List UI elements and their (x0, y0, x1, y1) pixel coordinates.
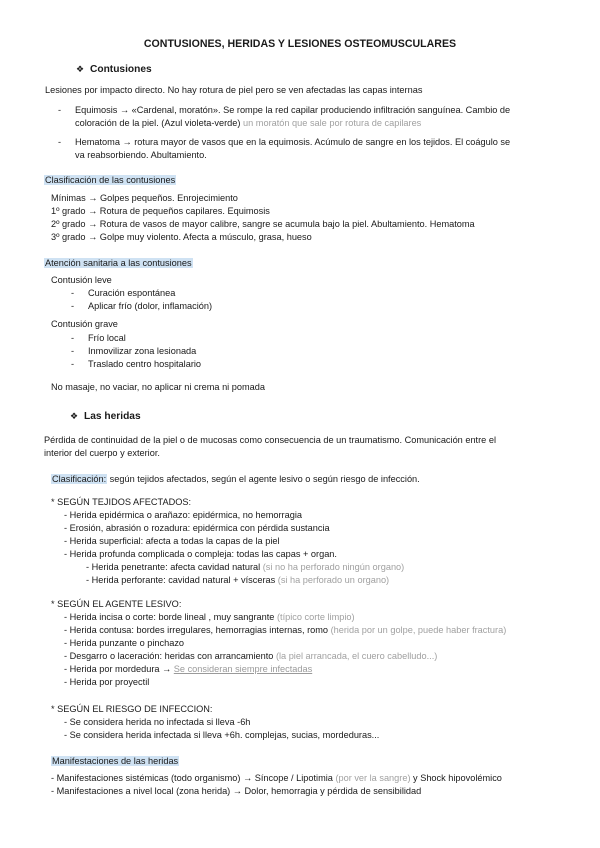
clasificacion-contusiones-heading: Clasificación de las contusiones (45, 175, 176, 185)
heridas-intro-line-2: interior del cuerpo y exterior. (44, 448, 160, 458)
manifestaciones-sistemicas: - Manifestaciones sistémicas (todo organismo) → Síncope / Lipotimia (por ver la sangre) y Shock hipovolémico (51, 773, 502, 783)
riesgo-item: - Se considera herida infectada si lleva +6h. complejas, sucias, mordeduras... (64, 730, 380, 740)
tejidos-item: - Erosión, abrasión o rozadura: epidérmica con pérdida sustancia (64, 523, 330, 533)
grave-item: Inmovilizar zona lesionada (88, 346, 197, 356)
dash-bullet: - (58, 105, 62, 115)
equimosis-note: un moratón que sale por rotura de capilares (243, 118, 422, 128)
diamond-bullet-icon: ❖ (76, 64, 85, 74)
document-title: CONTUSIONES, HERIDAS Y LESIONES OSTEOMUSCULARES (143, 38, 457, 50)
agente-item-mordedura: - Herida por mordedura → Se consideran siempre infectadas (64, 664, 313, 674)
dash-bullet: - (71, 346, 75, 356)
hematoma-line-2: va reabsorbiendo. Abultamiento. (75, 150, 207, 160)
tejidos-subitem-perforante: - Herida perforante: cavidad natural + vísceras (si ha perforado un organo) (86, 575, 390, 585)
agente-item-punzante: - Herida punzante o pinchazo (64, 638, 185, 648)
dash-bullet: - (71, 288, 75, 298)
clasificacion-item: 3º grado → Golpe muy violento. Afecta a músculo, grasa, hueso (51, 232, 312, 242)
heridas-intro-line-1: Pérdida de continuidad de la piel o de mucosas como consecuencia de un traumatismo. Comunicación entre el (44, 435, 496, 445)
atencion-note: No masaje, no vaciar, no aplicar ni crema ni pomada (51, 382, 265, 392)
dash-bullet: - (58, 137, 62, 147)
atencion-heading: Atención sanitaria a las contusiones (45, 258, 192, 268)
clasificacion-item: Mínimas → Golpes pequeños. Enrojecimiento (51, 193, 238, 203)
tejidos-item: - Herida superficial: afecta a todas la capas de la piel (64, 536, 280, 546)
contusion-leve-label: Contusión leve (51, 275, 112, 285)
equimosis-line-1: Equimosis → «Cardenal, moratón». Se rompe la red capilar produciendo infiltración sanguínea. Cambio de (75, 105, 511, 115)
section-heading-heridas: ❖ Las heridas (70, 411, 141, 422)
heridas-clasificacion: Clasificación: según tejidos afectados, según el agente lesivo o según riesgo de infección. (52, 474, 420, 484)
leve-item: Aplicar frío (dolor, inflamación) (88, 301, 213, 311)
agente-item-contusa: - Herida contusa: bordes irregulares, hemorragias internas, romo (herida por un golpe, puede haber fractura) (64, 625, 507, 635)
leve-item: Curación espontánea (88, 288, 176, 298)
grave-item: Frío local (88, 333, 126, 343)
diamond-bullet-icon: ❖ (70, 411, 79, 421)
dash-bullet: - (71, 333, 75, 343)
clasificacion-item: 2º grado → Rotura de vasos de mayor calibre, sangre se acumula bajo la piel. Abultamiento. Hematoma (51, 219, 475, 229)
agente-item-incisa: - Herida incisa o corte: borde lineal , muy sangrante (típico corte limpio) (64, 612, 355, 622)
riesgo-item: - Se considera herida no infectada si lleva -6h (64, 717, 251, 727)
equimosis-line-2: coloración de la piel. (Azul violeta-verde) un moratón que sale por rotura de capilares (75, 118, 422, 128)
section-heading-contusiones: ❖ Contusiones (76, 64, 152, 75)
dash-bullet: - (71, 359, 75, 369)
tejidos-subitem-penetrante: - Herida penetrante: afecta cavidad natural (si no ha perforado ningún organo) (86, 562, 405, 572)
clasificacion-item: 1º grado → Rotura de pequeños capilares. Equimosis (51, 206, 270, 216)
tejidos-item: - Herida epidérmica o arañazo: epidérmica, no hemorragia (64, 510, 302, 520)
segun-riesgo-heading: * SEGÚN EL RIESGO DE INFECCION: (51, 704, 213, 714)
dash-bullet: - (71, 301, 75, 311)
tejidos-item: - Herida profunda complicada o compleja: todas las capas + organ. (64, 549, 337, 559)
segun-agente-heading: * SEGÚN EL AGENTE LESIVO: (51, 599, 182, 609)
contusiones-intro: Lesiones por impacto directo. No hay rotura de piel pero se ven afectadas las capas internas (45, 85, 423, 95)
contusion-grave-label: Contusión grave (51, 319, 118, 329)
hematoma-line-1: Hematoma → rotura mayor de vasos que en la equimosis. Acúmulo de sangre en los tejidos. El coágulo se (75, 137, 511, 147)
segun-tejidos-heading: * SEGÚN TEJIDOS AFECTADOS: (51, 497, 192, 507)
manifestaciones-locales: - Manifestaciones a nivel local (zona herida) → Dolor, hemorragia y pérdida de sensibilidad (51, 786, 422, 796)
agente-item-desgarro: - Desgarro o laceración: heridas con arrancamiento (la piel arrancada, el cuero cabelludo...) (64, 651, 438, 661)
manifestaciones-heading: Manifestaciones de las heridas (52, 756, 179, 766)
grave-item: Traslado centro hospitalario (88, 359, 202, 369)
agente-item-proyectil: - Herida por proyectil (64, 677, 150, 687)
